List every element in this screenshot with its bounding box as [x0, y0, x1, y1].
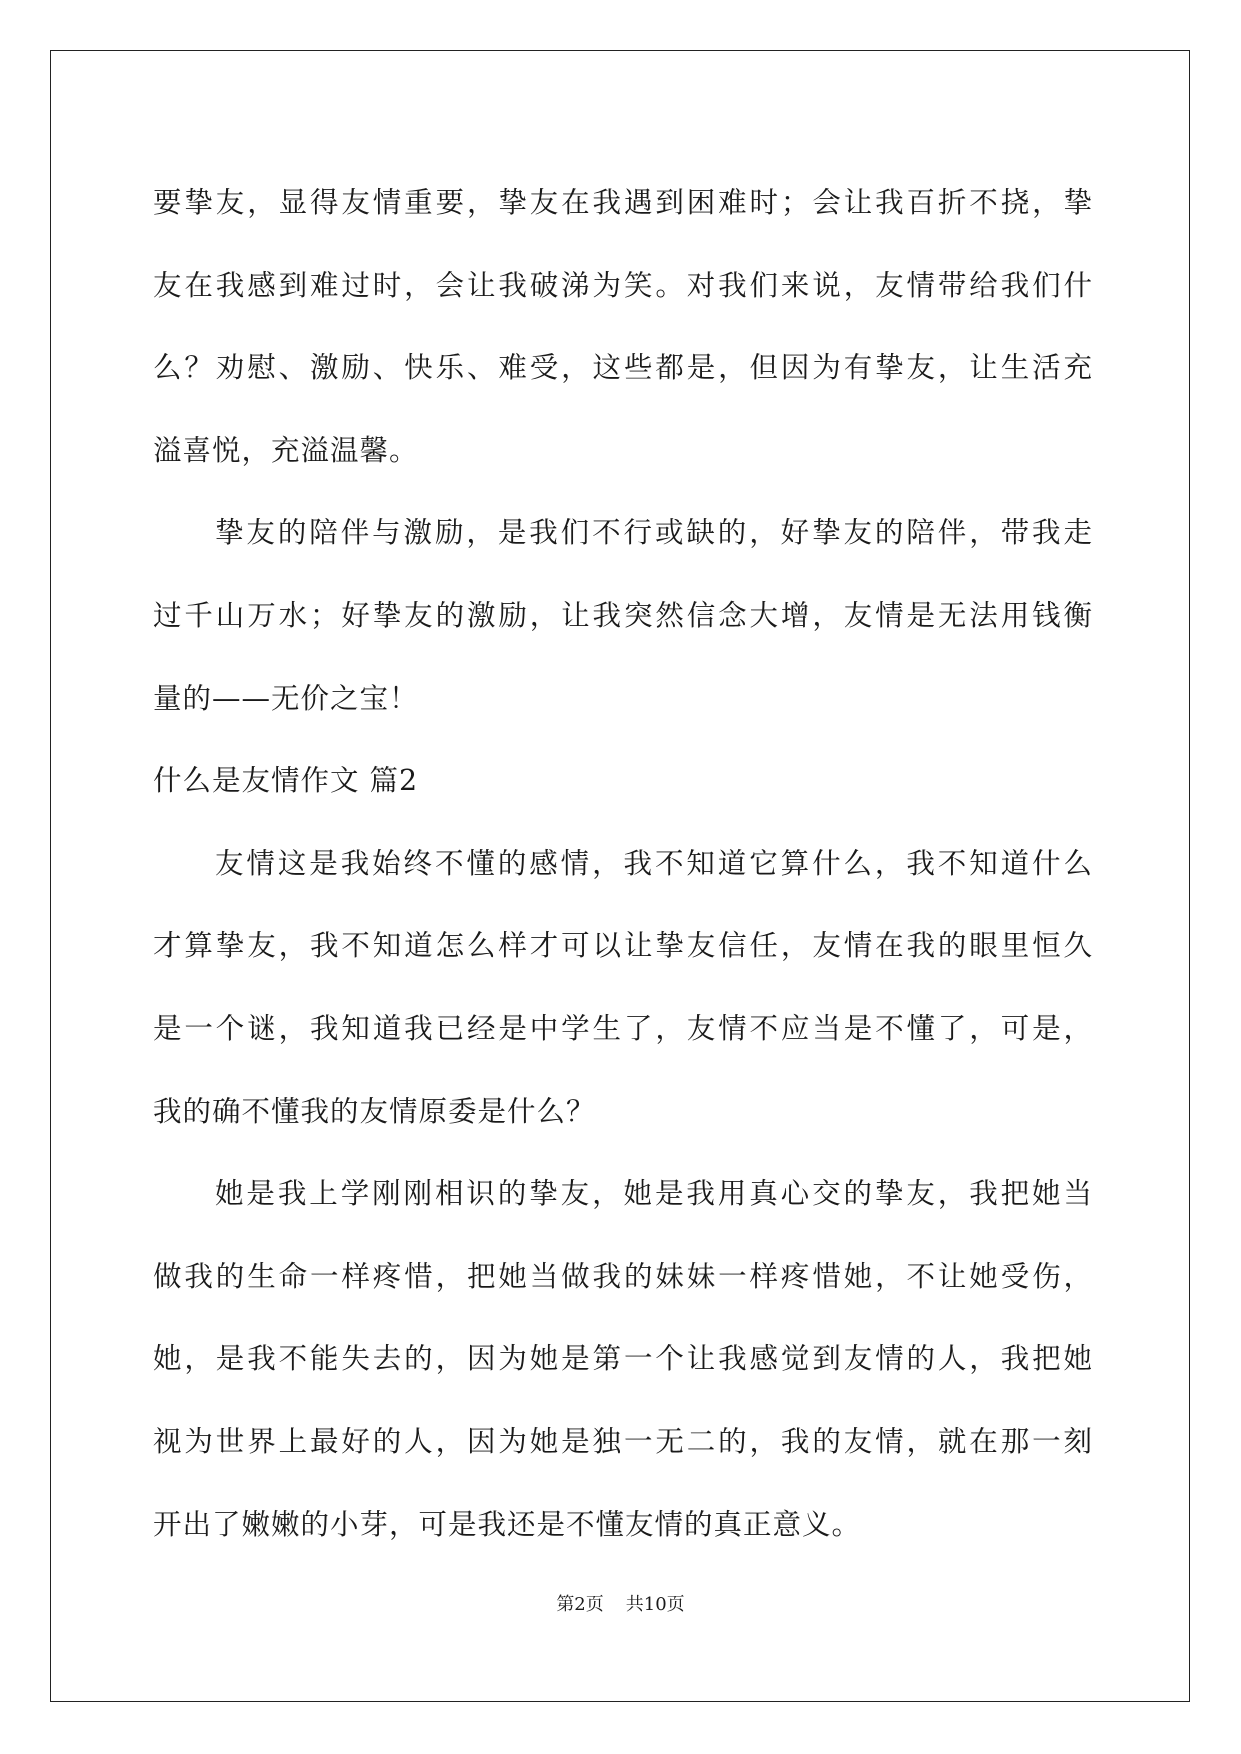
text-line: 她是我上学刚刚相识的挚友，她是我用真心交的挚友，我把她当	[215, 1177, 1093, 1211]
paragraph-1	[153, 162, 1093, 492]
text-line: 她，是我不能失去的，因为她是第一个让我感觉到友情的人，我把她	[153, 1342, 1093, 1376]
text-line: 视为世界上最好的人，因为她是独一无二的，我的友情，就在那一刻	[153, 1424, 1093, 1458]
paragraph-3	[153, 823, 1093, 1153]
text-line: 量的——无价之宝！	[153, 681, 419, 715]
page-number: 第2页	[556, 1594, 604, 1615]
text-line: 才算挚友，我不知道怎么样才可以让挚友信任，友情在我的眼里恒久	[153, 929, 1093, 963]
total-pages: 共10页	[625, 1594, 685, 1615]
paragraph-4	[153, 1153, 1093, 1566]
section-title: 什么是友情作文 篇2	[153, 764, 419, 798]
text-line: 过千山万水；好挚友的激励，让我突然信念大增，友情是无法用钱衡	[153, 598, 1093, 632]
text-line: 要挚友，显得友情重要，挚友在我遇到困难时；会让我百折不挠，挚	[153, 186, 1093, 219]
text-line: 我的确不懂我的友情原委是什么？	[153, 1094, 596, 1128]
text-line: 挚友的陪伴与激励，是我们不行或缺的，好挚友的陪伴，带我走	[215, 516, 1093, 550]
text-line: 溢喜悦，充溢温馨。	[153, 433, 419, 467]
page-footer	[0, 1593, 1241, 1617]
text-line: 友情这是我始终不懂的感情，我不知道它算什么，我不知道什么	[215, 846, 1093, 880]
document-body	[153, 162, 1093, 1566]
text-line: 做我的生命一样疼惜，把她当做我的妹妹一样疼惜她，不让她受伤，	[153, 1259, 1093, 1293]
text-line: 么？劝慰、激励、快乐、难受，这些都是，但因为有挚友，让生活充	[153, 351, 1093, 385]
paragraph-2	[153, 492, 1093, 740]
text-line: 开出了嫩嫩的小芽，可是我还是不懂友情的真正意义。	[153, 1507, 862, 1541]
text-line: 是一个谜，我知道我已经是中学生了，友情不应当是不懂了，可是，	[153, 1011, 1093, 1045]
text-line: 友在我感到难过时，会让我破涕为笑。对我们来说，友情带给我们什	[153, 268, 1093, 302]
